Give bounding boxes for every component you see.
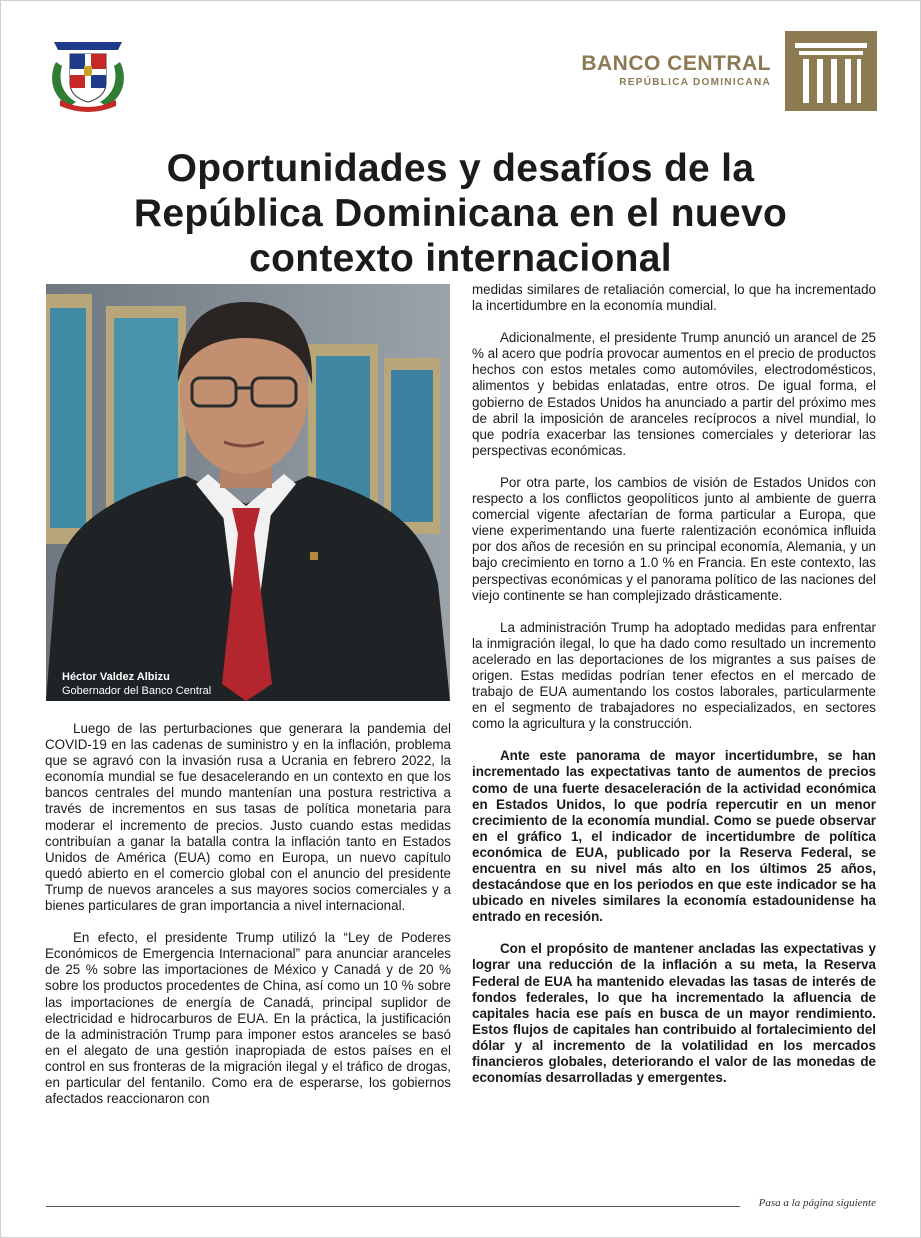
- paragraph-continuation: medidas similares de retaliación comercial, lo que ha incrementado la incertidumbre en la economía mundial.: [472, 282, 876, 314]
- bank-brand: [581, 53, 771, 88]
- article-title: [40, 146, 881, 281]
- photo-caption: [62, 670, 211, 698]
- coat-of-arms-logo: [46, 32, 130, 114]
- continue-next-page-note: Pasa a la página siguiente: [758, 1197, 876, 1209]
- left-text-column: [45, 721, 451, 1123]
- caption-role: Gobernador del Banco Central: [62, 685, 212, 697]
- title-line: República Dominicana en el nuevo: [133, 192, 788, 235]
- caption-name: Héctor Valdez Albizu: [62, 671, 170, 683]
- bank-columns-logo: [785, 31, 877, 111]
- right-text-column: [472, 282, 876, 1102]
- paragraph: La administración Trump ha adoptado medidas para enfrentar la inmigración ilegal, lo que ha dado como resultado un incremento acelerado en las deportaciones de los migrantes a sus países de origen. Estas medidas podrían tener efectos en el mercado de trabajo de EUA aumentando los costos laborales, particularmente en el segmento de trabajadores no especializados, en sectores como la agricultura y la construcción.: [472, 619, 876, 732]
- bank-name: BANCO CENTRAL: [581, 52, 771, 75]
- paragraph: Adicionalmente, el presidente Trump anunció un arancel de 25 % al acero que podría provocar aumentos en el precio de productos hechos con estos metales como automóviles, electrodomésticos, alimentos y bebidas enlatadas, entre otros. De igual forma, el gobierno de Estados Unidos ha anunciado a partir del próximo mes de abril la imposición de aranceles recíprocos a nivel mundial, lo que podría exacerbar las tensiones comerciales y deteriorar las perspectivas económicas.: [472, 330, 876, 458]
- paragraph: En efecto, el presidente Trump utilizó la “Ley de Poderes Económicos de Emergencia Internacional” para anunciar aranceles de 25 % sobre las importaciones de México y Canadá y de 20 % sobre los productos procedentes de China, así como un 10 % sobre las importaciones de energía de Canadá, principal suplidor de electricidad e hidrocarburos de EUA. En la práctica, la justificación de la administración Trump para imponer estos aranceles se basó en el alegato de una gestión inapropiada de estos países en el control en sus fronteras de la migración ilegal y el tráfico de drogas, en particular del fentanilo. Como era de esperarse, los gobiernos afectados reaccionaron con: [45, 930, 451, 1107]
- bank-subtitle: REPÚBLICA DOMINICANA: [619, 77, 771, 88]
- title-line: contexto internacional: [249, 237, 672, 280]
- paragraph: Por otra parte, los cambios de visión de Estados Unidos con respecto a los conflictos geopolíticos junto al ambiente de guerra comercial vigente afectarían de forma particular a Europa, que viene experimentando una fuerte ralentización económica influida por dos años de recesión en su principal economía, Alemania, y un bajo crecimiento en torno a 1.0 % en Francia. En este contexto, las perspectivas económicas y el panorama político de las naciones del viejo continente se han complejizado drásticamente.: [472, 474, 876, 603]
- governor-portrait-photo: [46, 284, 450, 701]
- bold-paragraph: Con el propósito de mantener ancladas las expectativas y lograr una reducción de la inflación a su meta, la Reserva Federal de EUA ha mantenido elevadas las tasas de interés de fondos federales, lo que ha incrementado la afluencia de capitales hacia ese país en busca de un mayor rendimiento. Estos flujos de capitales han contribuido al fortalecimiento del dólar y al incremento de la volatilidad en los mercados financieros globales, deteriorando el valor de las monedas de economías desarrolladas y emergentes.: [472, 941, 876, 1086]
- title-line: Oportunidades y desafíos de la: [166, 147, 755, 190]
- footer-divider: [46, 1206, 740, 1207]
- bold-paragraph: Ante este panorama de mayor incertidumbre, se han incrementado las expectativas tanto de aumentos de precios como de una fuerte desaceleración de la actividad económica en Estados Unidos, lo que podría repercutir en un menor crecimiento de la economía mundial. Como se puede observar en el gráfico 1, el indicador de incertidumbre de política económica de EUA, publicado por la Reserva Federal, se encuentra en su nivel más alto en los últimos 25 años, destacándose que en los periodos en que este indicador se ha ubicado en niveles similares la economía estadounidense ha entrado en recesión.: [472, 748, 876, 925]
- paragraph: Luego de las perturbaciones que generara la pandemia del COVID-19 en las cadenas de suministro y en la inflación, problema que se agravó con la invasión rusa a Ucrania en febrero 2022, la economía mundial se fue desacelerando en un contexto en que los bancos centrales del mundo mantenían una postura restrictiva a través de incrementos en sus tasas de política monetaria para moderar el incremento de precios. Justo cuando estas medidas contribuían a ganar la batalla contra la inflación tanto en Estados Unidos de América (EUA) como en Europa, un nuevo capítulo quedó abierto en el comercio global con el anuncio del presidente Trump de nuevos aranceles a sus mayores socios comerciales y a bienes particulares de gran importancia a nivel internacional.: [45, 721, 451, 914]
